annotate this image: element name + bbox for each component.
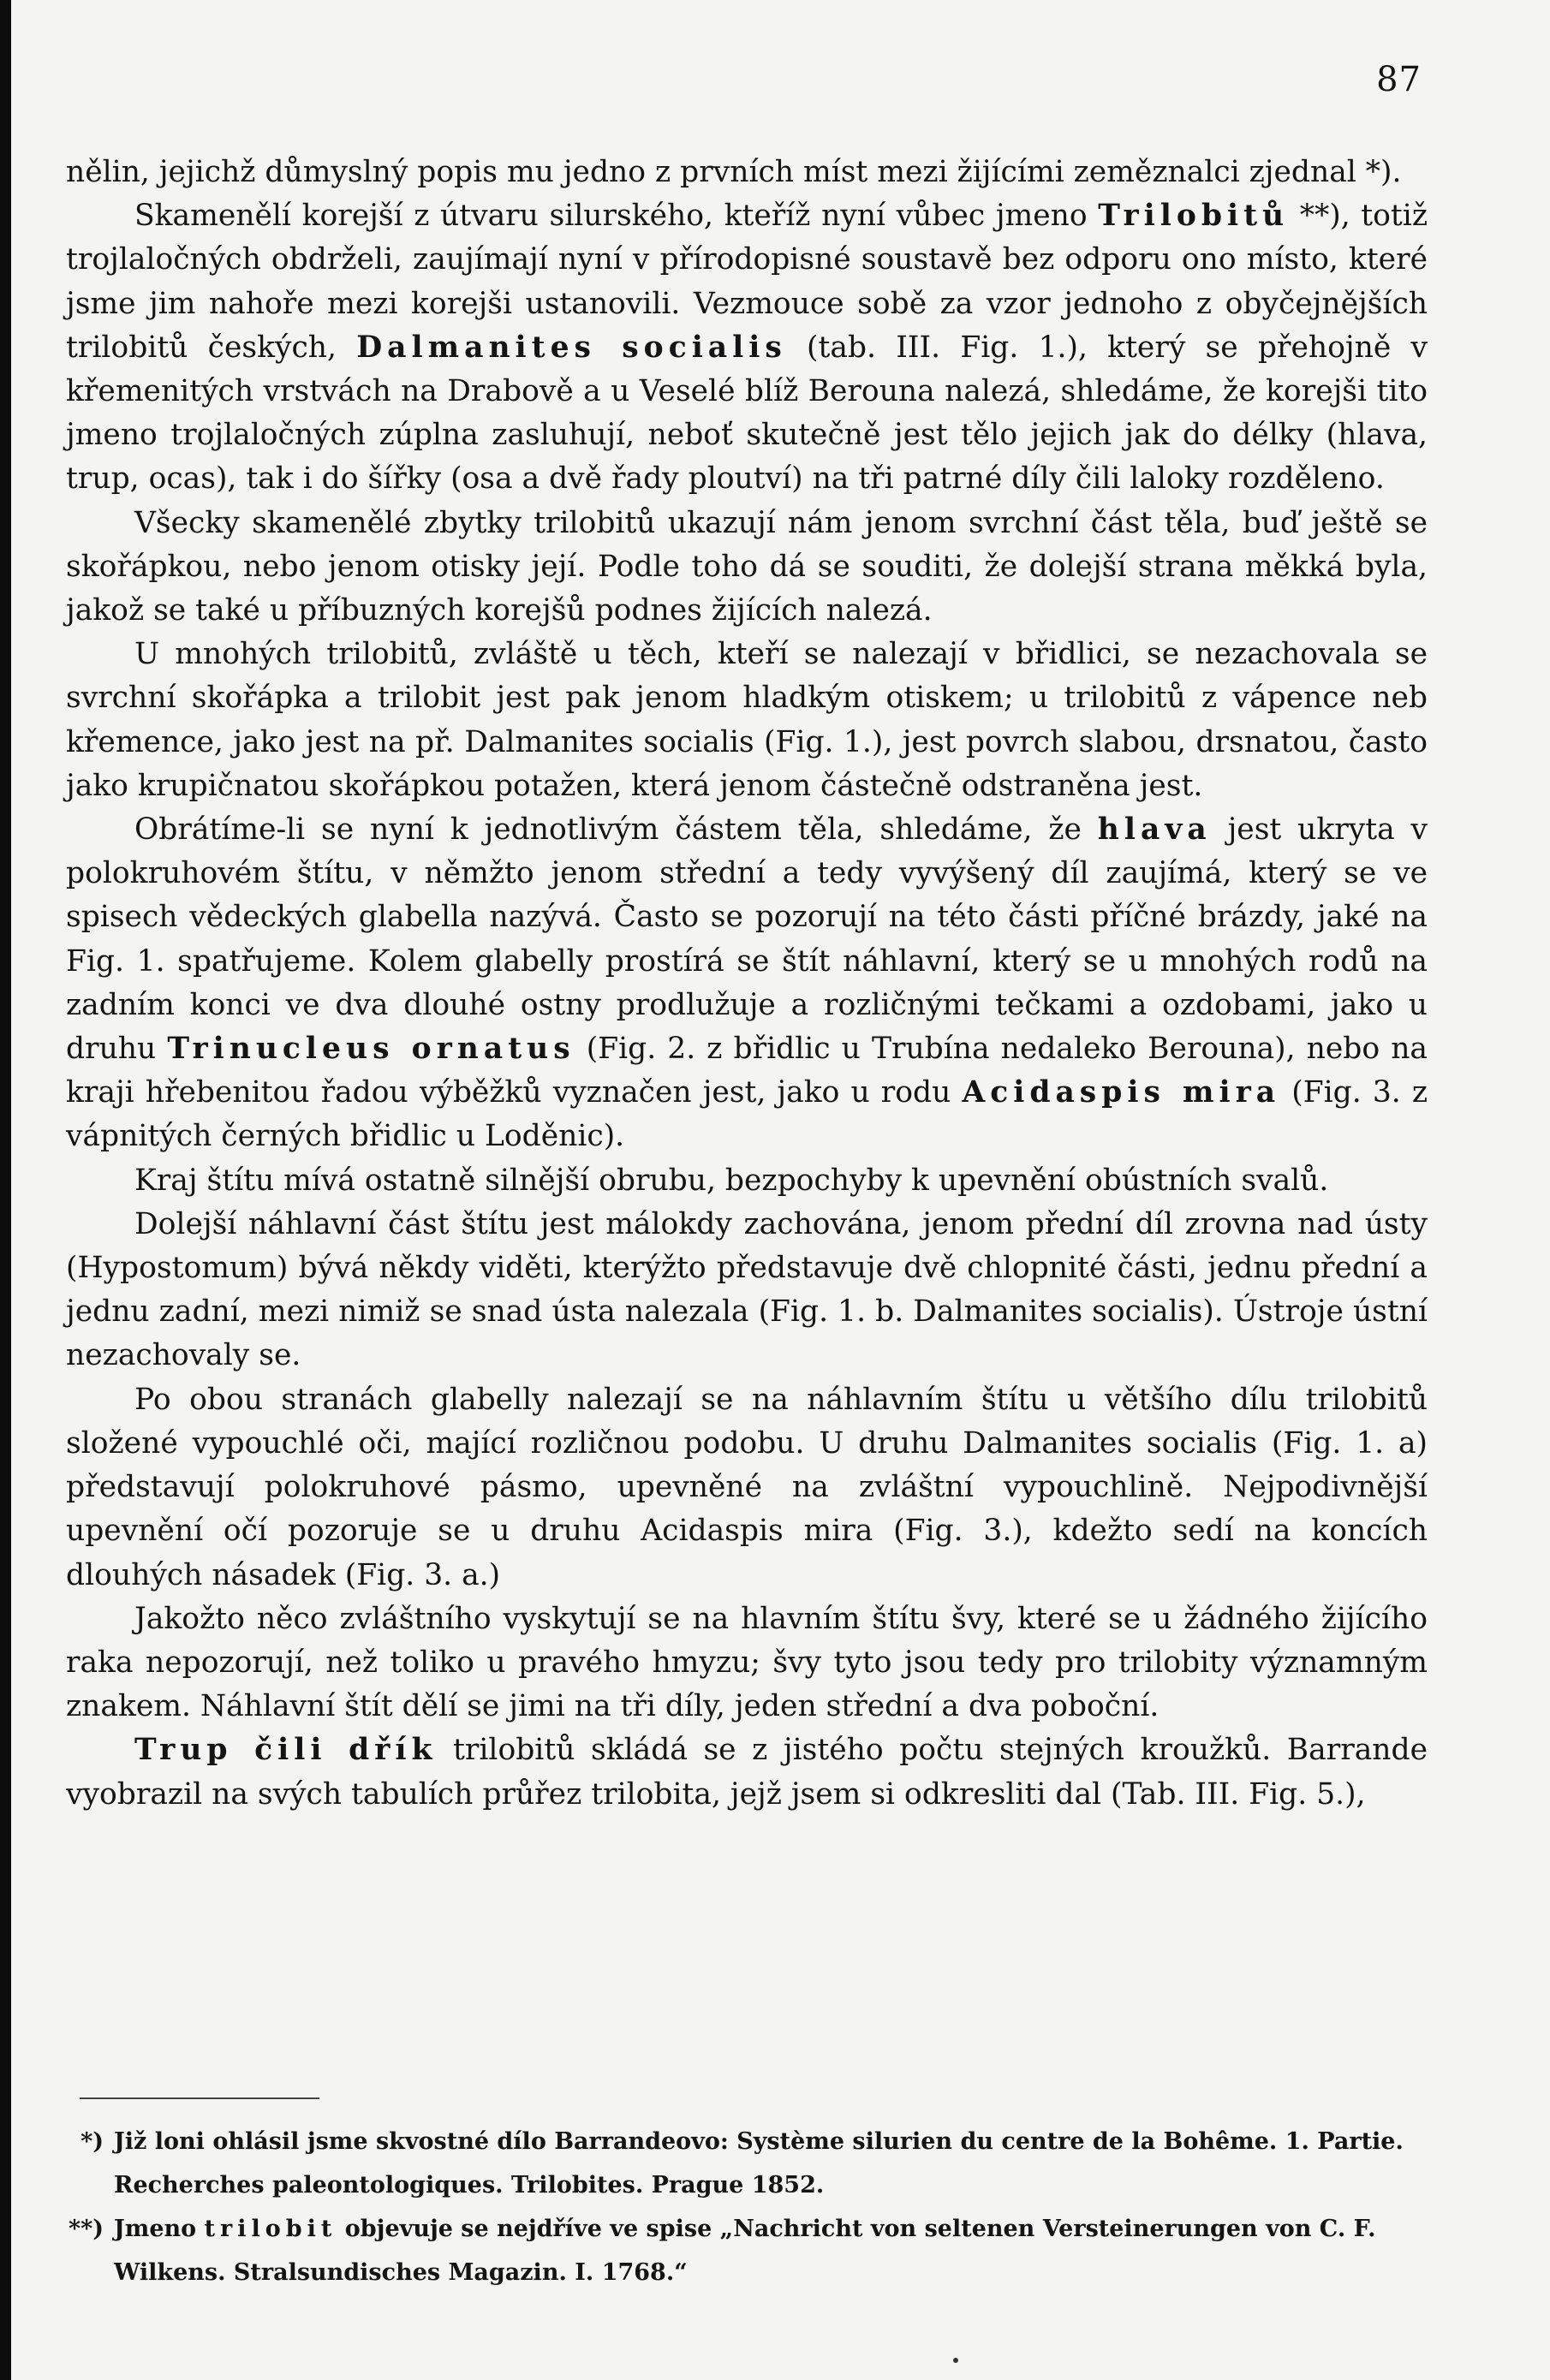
paragraph-p2 — [66, 194, 1428, 501]
paragraph-p10 — [66, 1728, 1428, 1816]
text-segment: jest ukryta v polokruhovém štítu, v němžto jenom střední a tedy vyvýšený díl zaujímá, který se ve spisech vědeckých glabella nazývá. Často se pozorují na této části příčné brázdy, jaké na Fig. 1. spatřujeme. Kolem glabelly prostírá se štít náhlavní, který se u mnohých rodů na zadním konci ve dva dlouhé ostny prodlužuje a rozličnými tečkami a ozdobami, jako u druhu — [66, 812, 1428, 1067]
text-segment: (Fig. 2. z břidlic u Trubína nedaleko Berouna), nebo na kraji hřebenitou řadou výběžků vyznačen jest, jako u rodu — [66, 1032, 1428, 1110]
book-page — [11, 0, 1550, 2380]
text-segment: Kraj štítu mívá ostatně silnější obrubu, bezpochyby k upevnění obústních svalů. — [134, 1163, 1329, 1198]
text-segment: Po obou stranách glabelly nalezají se na náhlavním štítu u většího dílu trilobitů složené vypouchlé oči, mající rozličnou podobu. U druhu Dalmanites socialis (Fig. 1. a) představují polokruhové pásmo, upevněné na zvláštní vypouchlině. Nejpodivnější upevnění očí pozoruje se u druhu Acidaspis mira (Fig. 3.), kdežto sedí na koncích dlouhých násadek (Fig. 3. a.) — [66, 1382, 1428, 1592]
text-segment: Skamenělí korejší z útvaru silurského, kteříž nyní vůbec jmeno — [134, 199, 1099, 234]
footnote-mark: *) — [80, 2128, 104, 2155]
text-segment: Jmeno — [114, 2216, 205, 2242]
spaced-term: trilobit — [204, 2216, 337, 2242]
spaced-term: Trilobitů — [1098, 199, 1290, 234]
page-number: 87 — [1376, 60, 1422, 99]
text-segment: **), totiž trojlaločných obdrželi, zaujímají nyní v přírodopisné soustavě bez odporu ono místo, které jsme jim nahoře mezi korejši ustanovili. Vezmouce sobě za vzor jednoho z obyčejnějších trilobitů českých, — [66, 199, 1428, 365]
ink-speck — [953, 2358, 958, 2363]
footnote-fn2 — [66, 2207, 1428, 2294]
spaced-term: Trinucleus ornatus — [167, 1032, 575, 1067]
footnote-divider — [80, 2097, 319, 2099]
text-segment: Již loni ohlásil jsme skvostné dílo Barrandeovo: Système silurien du centre de la Bohême. 1. Partie. Recherches paleontologiques. Trilobites. Prague 1852. — [114, 2128, 1404, 2199]
paragraph-p1 — [66, 151, 1428, 194]
paragraph-p6 — [66, 1159, 1428, 1203]
footnote-fn1 — [66, 2120, 1428, 2207]
footnote-text — [114, 2120, 1428, 2207]
spaced-term: Acidaspis mira — [962, 1075, 1281, 1110]
page-edge-shadow — [0, 0, 11, 2380]
text-segment: objevuje se nejdříve ve spise „Nachricht von seltenen Versteinerungen von C. F. Wilkens. Stralsundisches Magazin. I. 1768.“ — [114, 2216, 1376, 2286]
text-segment: Jakožto něco zvláštního vyskytují se na hlavním štítu švy, které se u žádného žijícího raka nepozorují, než toliko u pravého hmyzu; švy tyto jsou tedy pro trilobity významným znakem. Náhlavní štít dělí se jimi na tři díly, jeden střední a dva poboční. — [66, 1601, 1428, 1724]
text-segment: U mnohých trilobitů, zvláště u těch, kteří se nalezají v břidlici, se nezachovala se svrchní skořápka a trilobit jest pak jenom hladkým otiskem; u trilobitů z vápence neb křemence, jako jest na př. Dalmanites socialis (Fig. 1.), jest povrch slabou, drsnatou, často jako krupičnatou skořápkou potažen, která jenom částečně odstraněna jest. — [66, 637, 1428, 803]
paragraph-p5 — [66, 808, 1428, 1159]
body-text — [66, 151, 1428, 1817]
text-segment: nělin, jejichž důmyslný popis mu jedno z prvních míst mezi žijícími zeměznalci zjednal *). — [66, 155, 1402, 189]
text-segment: Všecky skamenělé zbytky trilobitů ukazují nám jenom svrchní část těla, buď ještě se skořápkou, nebo jenom otisky její. Podle toho dá se souditi, že dolejší strana měkká byla, jakož se také u příbuzných korejšů podnes žijících nalezá. — [66, 505, 1428, 628]
paragraph-p8 — [66, 1378, 1428, 1598]
spaced-term: Dalmanites socialis — [356, 330, 787, 365]
paragraph-p4 — [66, 633, 1428, 808]
footnote-text — [114, 2207, 1428, 2294]
text-segment: (Fig. 3. z vápnitých černých břidlic u Loděnic). — [66, 1075, 1428, 1154]
text-segment: Obrátíme-li se nyní k jednotlivým částem těla, shledáme, že — [134, 812, 1098, 848]
text-segment: Dolejší náhlavní část štítu jest málokdy zachována, jenom přední díl zrovna nad ústy (Hypostomum) bývá někdy viděti, kterýžto představuje dvě chlopnité části, jednu přední a jednu zadní, mezi nimiž se snad ústa nalezala (Fig. 1. b. Dalmanites socialis). Ústroje ústní nezachovaly se. — [66, 1206, 1428, 1373]
text-segment: (tab. III. Fig. 1.), který se přehojně v křemenitých vrstvách na Drabově a u Veselé blíž Berouna nalezá, shledáme, že korejši tito jmeno trojlaločných zúplna zasluhují, neboť skutečně jest tělo jejich jak do délky (hlava, trup, ocas), tak i do šířky (osa a dvě řady ploutví) na tři patrné díly čili laloky rozděleno. — [66, 330, 1428, 497]
paragraph-p3 — [66, 502, 1428, 634]
spaced-term: Trup čili dřík — [134, 1733, 438, 1768]
paragraph-p7 — [66, 1203, 1428, 1378]
text-segment: trilobitů skládá se z jistého počtu stejných kroužků. Barrande vyobrazil na svých tabulích průřez trilobita, jejž jsem si odkresliti dal (Tab. III. Fig. 5.), — [66, 1733, 1428, 1812]
spaced-term: hlava — [1097, 812, 1212, 848]
paragraph-p9 — [66, 1598, 1428, 1729]
footnotes — [66, 2120, 1428, 2294]
footnote-mark: **) — [68, 2216, 104, 2242]
